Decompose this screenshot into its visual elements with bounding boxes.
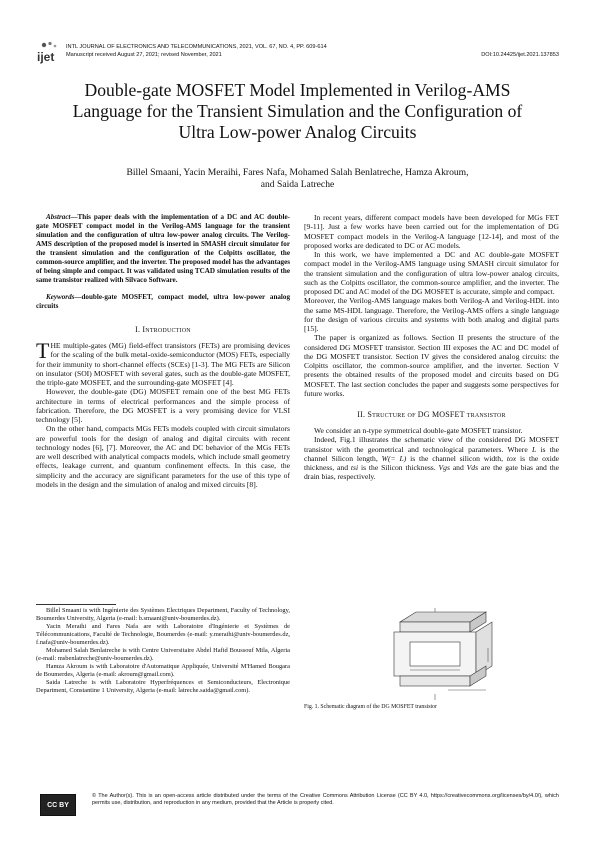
keywords (36, 293, 290, 311)
intro-paragraph-2: However, the double-gate (DG) MOSFET remain one of the best MG FETs architecture in terms of electrical performances and the simple process of fabrication. Therefore, the DG MOSFET is a very promising device for VLSI technology [5]. (36, 387, 290, 424)
left-column (36, 213, 290, 489)
footnotes (36, 607, 290, 695)
journal-line: INTL JOURNAL OF ELECTRONICS AND TELECOMMUNICATIONS, 2021, VOL. 67, NO. 4, PP. 609-614 (66, 44, 327, 50)
intro-paragraph-1-text: HE multiple-gates (MG) field-effect transistors (FETs) are promising devices for the scaling of the bulk metal-oxide-semiconductor (MOS) FETs, especially for their immunity to short-channel effects (SCEs) [1-3]. The MG FETs are Silicon on insulator (SOI) MOSFET with several gates, such as the double-gate MOSFET, the triple-gate MOSFET, and the surrounding-gate MOSFET [4]. (36, 341, 290, 387)
abstract (36, 213, 290, 285)
paper-title: Double-gate MOSFET Model Implemented in Verilog-AMS Language for the Transient Simulation and the Configuration of Ultra Low-power Analog Circuits (72, 80, 523, 142)
license-text: © The Author(s). This is an open-access article distributed under the terms of the Creative Commons Attribution License (CC BY 4.0, https://creativecommons.org/licenses/by/4.0/), which permits use, distribution, and reproduction in any medium, provided that the Article is properly cited. (92, 793, 559, 807)
cc-by-badge-text: CC BY (47, 801, 69, 809)
footnote-rule (36, 604, 116, 605)
section-2-paragraph-1: We consider an n-type symmetrical double-gate MOSFET transistor. (314, 426, 523, 435)
drop-cap: T (36, 338, 50, 363)
right-paragraph-2: In this work, we have implemented a DC and AC double-gate MOSFET compact model in the Verilog-AMS language using SMASH circuit simulator for the transient simulation and the configuration of ultra low-power analog circuits, such as the Colpitts oscillator, the common-source amplifier, and the inverter. The proposed DC and AC model of the DG MOSFET is accurate, simple and compact. (304, 250, 559, 296)
figure-1-caption: Fig. 1. Schematic diagram of the DG MOSFET transistor (304, 704, 437, 710)
section-2-paragraph-2: Indeed, Fig.1 illustrates the schematic view of the considered DG MOSFET transistor with the geometrical and technological parameters. Where L is the channel Silicon length, W(= L) is the channel silicon width, tox is the oxide thickness, and tsi is the Silicon thickness. Vgs and Vds are the gate bias and the drain bias, respectively. (304, 435, 560, 482)
section-2-heading: II. Structure of DG MOSFET transistor (357, 410, 506, 419)
channel-region (410, 642, 460, 666)
authors (90, 167, 505, 191)
abstract-label: Abstract (46, 213, 71, 221)
footnote-2: Yacin Meraihi and Fares Nafa are with Laboratoire d'Ingénierie et Systèmes de Télécommunications, Faculté de Technologie, Boumerdes (e-mail: y.meraihi@univ-boumerdes.dz, f.nafa@univ-boumerdes.dz). (36, 623, 290, 646)
right-paragraph-1: In recent years, different compact models have been developed for MGs FET [9-11]. Just a few works have been carried out for the implementation of DG MOSFET compact models in the Verilog-A language [12-14], and most of the proposed works are dedicated to DC or AC models. (304, 213, 559, 250)
doi-line: DOI:10.24425/ijet.2021.137853 (481, 52, 559, 58)
keywords-label: Keywords (46, 293, 75, 301)
intro-paragraph-1 (36, 338, 290, 387)
bottom-gate (400, 676, 470, 686)
figure-1-dg-mosfet-schematic (388, 608, 498, 700)
section-1-heading: I. Introduction (135, 325, 191, 334)
right-paragraph-4: The paper is organized as follows. Section II presents the structure of the considered DG MOSFET transistor. Section III exposes the AC and DC model of the DG MOSFET transistor. Section IV gives the considered analog circuits: the Colpitts oscillator, the common-source amplifier, and the inverter. Section V presents the obtained results of the proposed model and circuits based on DG MOSFET. The last section concludes the paper and suggests some perspectives for future works. (304, 333, 559, 398)
manuscript-line: Manuscript received August 27, 2021; revised November, 2021 (66, 52, 222, 58)
intro-paragraph-3: On the other hand, compacts MGs FETs models coupled with circuit simulators are powerful tools for the design of analog and digital circuits with recent technology nodes [6], [7]. Moreover, the AC and DC behavior of the MGs FETs are well described with analytical compacts models, which include small geometry effects, leakage current, and quantum confinement effects. In this case, the simplicity and the accuracy are significant parameters for the use of this type of models in the design and the simulation of analog and mixed circuits [8]. (36, 424, 290, 489)
cc-by-badge (40, 794, 76, 816)
authors-line-1: Billel Smaani, Yacin Meraihi, Fares Nafa, Mohamed Salah Benlatreche, Hamza Akroum, (126, 167, 469, 178)
keywords-text: —double-gate MOSFET, compact model, ultra low-power analog circuits (36, 293, 290, 310)
footnote-4: Hamza Akroum is with Laboratoire d'Automatique Appliquée, Université M'Hamed Bougara de Boumerdes, Algeria (e-mail: akroum@gmail.com). (36, 663, 290, 678)
journal-logo-text: ijet (37, 50, 55, 64)
authors-line-2: and Saida Latreche (260, 179, 335, 190)
right-column (304, 213, 559, 482)
right-paragraph-3: Moreover, the Verilog-AMS language makes both Verilog-A and Verilog-HDL into the same MS-HDL language. Therefore, the Verilog-AMS offers a single language for the design of various circuits and systems with both analog and digital parts [15]. (304, 296, 559, 333)
journal-logo (36, 40, 60, 64)
footnote-1: Billel Smaani is with Ingénierie des Systèmes Electriques Department, Faculty of Technology, Boumerdes University, Algeria (e-mail: b.smaani@univ-boumerdes.dz). (36, 607, 290, 622)
footnote-5: Saida Latreche is with Laboratoire Hyperfréquences et Semiconducteurs, Electronique Department, Constantine 1 University, Algeria (e-mail: latreche.saida@gmail.com). (36, 679, 290, 694)
abstract-text: —This paper deals with the implementation of a DC and AC double-gate MOSFET compact model in the Verilog-AMS language for the transient simulation and the configuration of ultra low-power analog circuits. The Verilog-AMS description of the proposed model is inserted in SMASH circuit simulator for the transient simulation and the configuration of the Colpitts oscillator, the common-source amplifier, and the inverter. The proposed model has the advantages of being simple and compact. It was validated using TCAD simulation results of the same transistor realized with Silvaco Software. (36, 213, 290, 284)
footnote-3: Mohamed Salah Benlatreche is with Centre Universitaire Abdel Hafid Boussouf Mila, Algeria (e-mail: msbenlatreche@univ-boumerdes.dz). (36, 647, 290, 662)
